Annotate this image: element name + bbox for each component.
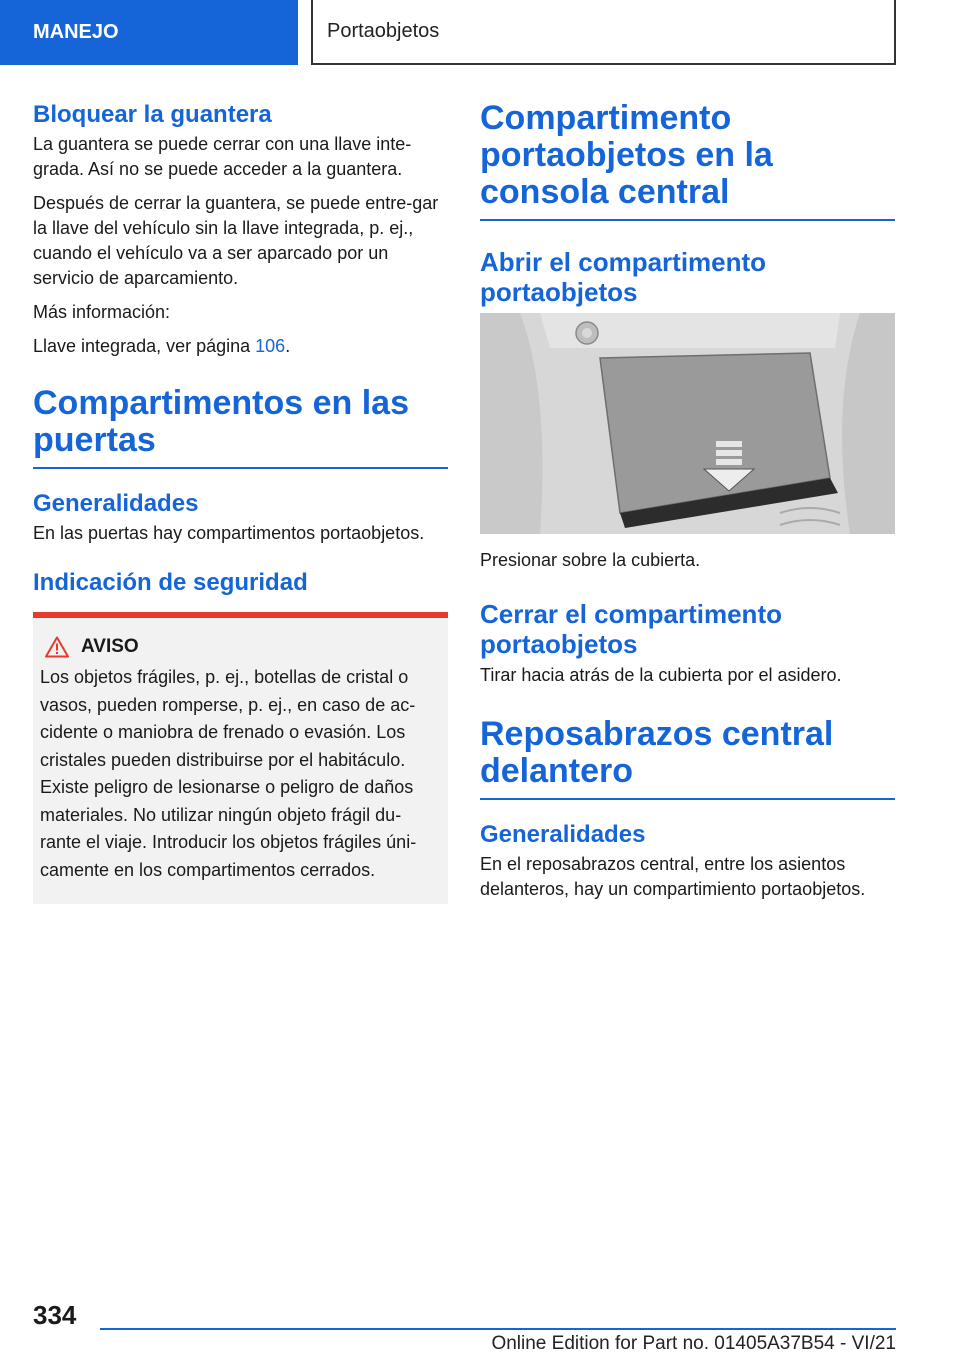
warning-label: AVISO bbox=[81, 636, 139, 657]
warning-triangle-icon bbox=[45, 636, 69, 658]
lock-paragraph-1: La guantera se puede cerrar con una llave inte-grada. Así no se puede acceder a la guantera. bbox=[33, 134, 412, 179]
console-illustration-drawing bbox=[480, 313, 895, 534]
footer-divider bbox=[100, 1328, 896, 1330]
integrated-key-reference bbox=[33, 334, 448, 359]
page-reference-link[interactable]: 106 bbox=[255, 336, 286, 356]
lock-paragraph-2: Después de cerrar la guantera, se puede entre-gar la llave del vehículo sin la llave integrada, p. ej., cuando el vehículo va a ser aparcado por un servicio de aparcamiento. bbox=[33, 193, 439, 288]
door-compartments-heading: Compartimentos en las puertas bbox=[33, 385, 448, 469]
safety-heading: Indicación de seguridad bbox=[33, 569, 308, 596]
close-text: Tirar hacia atrás de la cubierta por el asidero. bbox=[480, 665, 842, 685]
reference-text: Llave integrada, ver página bbox=[33, 336, 256, 356]
lock-glovebox-heading: Bloquear la guantera bbox=[33, 101, 272, 128]
header-section-tab: MANEJO bbox=[0, 0, 298, 65]
doors-general-heading: Generalidades bbox=[33, 490, 199, 517]
edition-info: Online Edition for Part no. 01405A37B54 - VI/21 bbox=[491, 1333, 896, 1354]
more-info-label: Más información: bbox=[33, 302, 171, 322]
page-number: 334 bbox=[33, 1300, 77, 1330]
reference-end: . bbox=[285, 336, 291, 356]
doors-general-text: En las puertas hay compartimentos portaobjetos. bbox=[33, 523, 425, 543]
warning-box bbox=[33, 612, 448, 904]
open-caption: Presionar sobre la cubierta. bbox=[480, 550, 701, 570]
console-compartment-heading: Compartimento portaobjetos en la consola central bbox=[480, 100, 895, 221]
armrest-heading: Reposabrazos central delantero bbox=[480, 716, 895, 800]
open-compartment-heading: Abrir el compartimento portaobjetos bbox=[480, 247, 767, 307]
armrest-general-heading: Generalidades bbox=[480, 821, 646, 848]
right-column bbox=[480, 100, 895, 911]
console-compartment-illustration bbox=[480, 313, 895, 534]
header-chapter-title: Portaobjetos bbox=[311, 0, 896, 65]
warning-header bbox=[40, 636, 441, 658]
close-compartment-heading: Cerrar el compartimento portaobjetos bbox=[480, 599, 782, 659]
left-column bbox=[33, 100, 448, 904]
armrest-general-text: En el reposabrazos central, entre los asientos delanteros, hay un compartimiento portaobjetos. bbox=[480, 854, 866, 899]
warning-text: Los objetos frágiles, p. ej., botellas de cristal o vasos, pueden romperse, p. ej., en caso de ac-cidente o maniobra de frenado o evasión. Los cristales pueden distribuirse por el habitáculo. Existe peligro de lesionarse o peligro de daños materiales. No utilizar ningún objeto frágil du-rante el viaje. Introducir los objetos frágiles úni-camente en los compartimentos cerrados. bbox=[40, 667, 417, 880]
